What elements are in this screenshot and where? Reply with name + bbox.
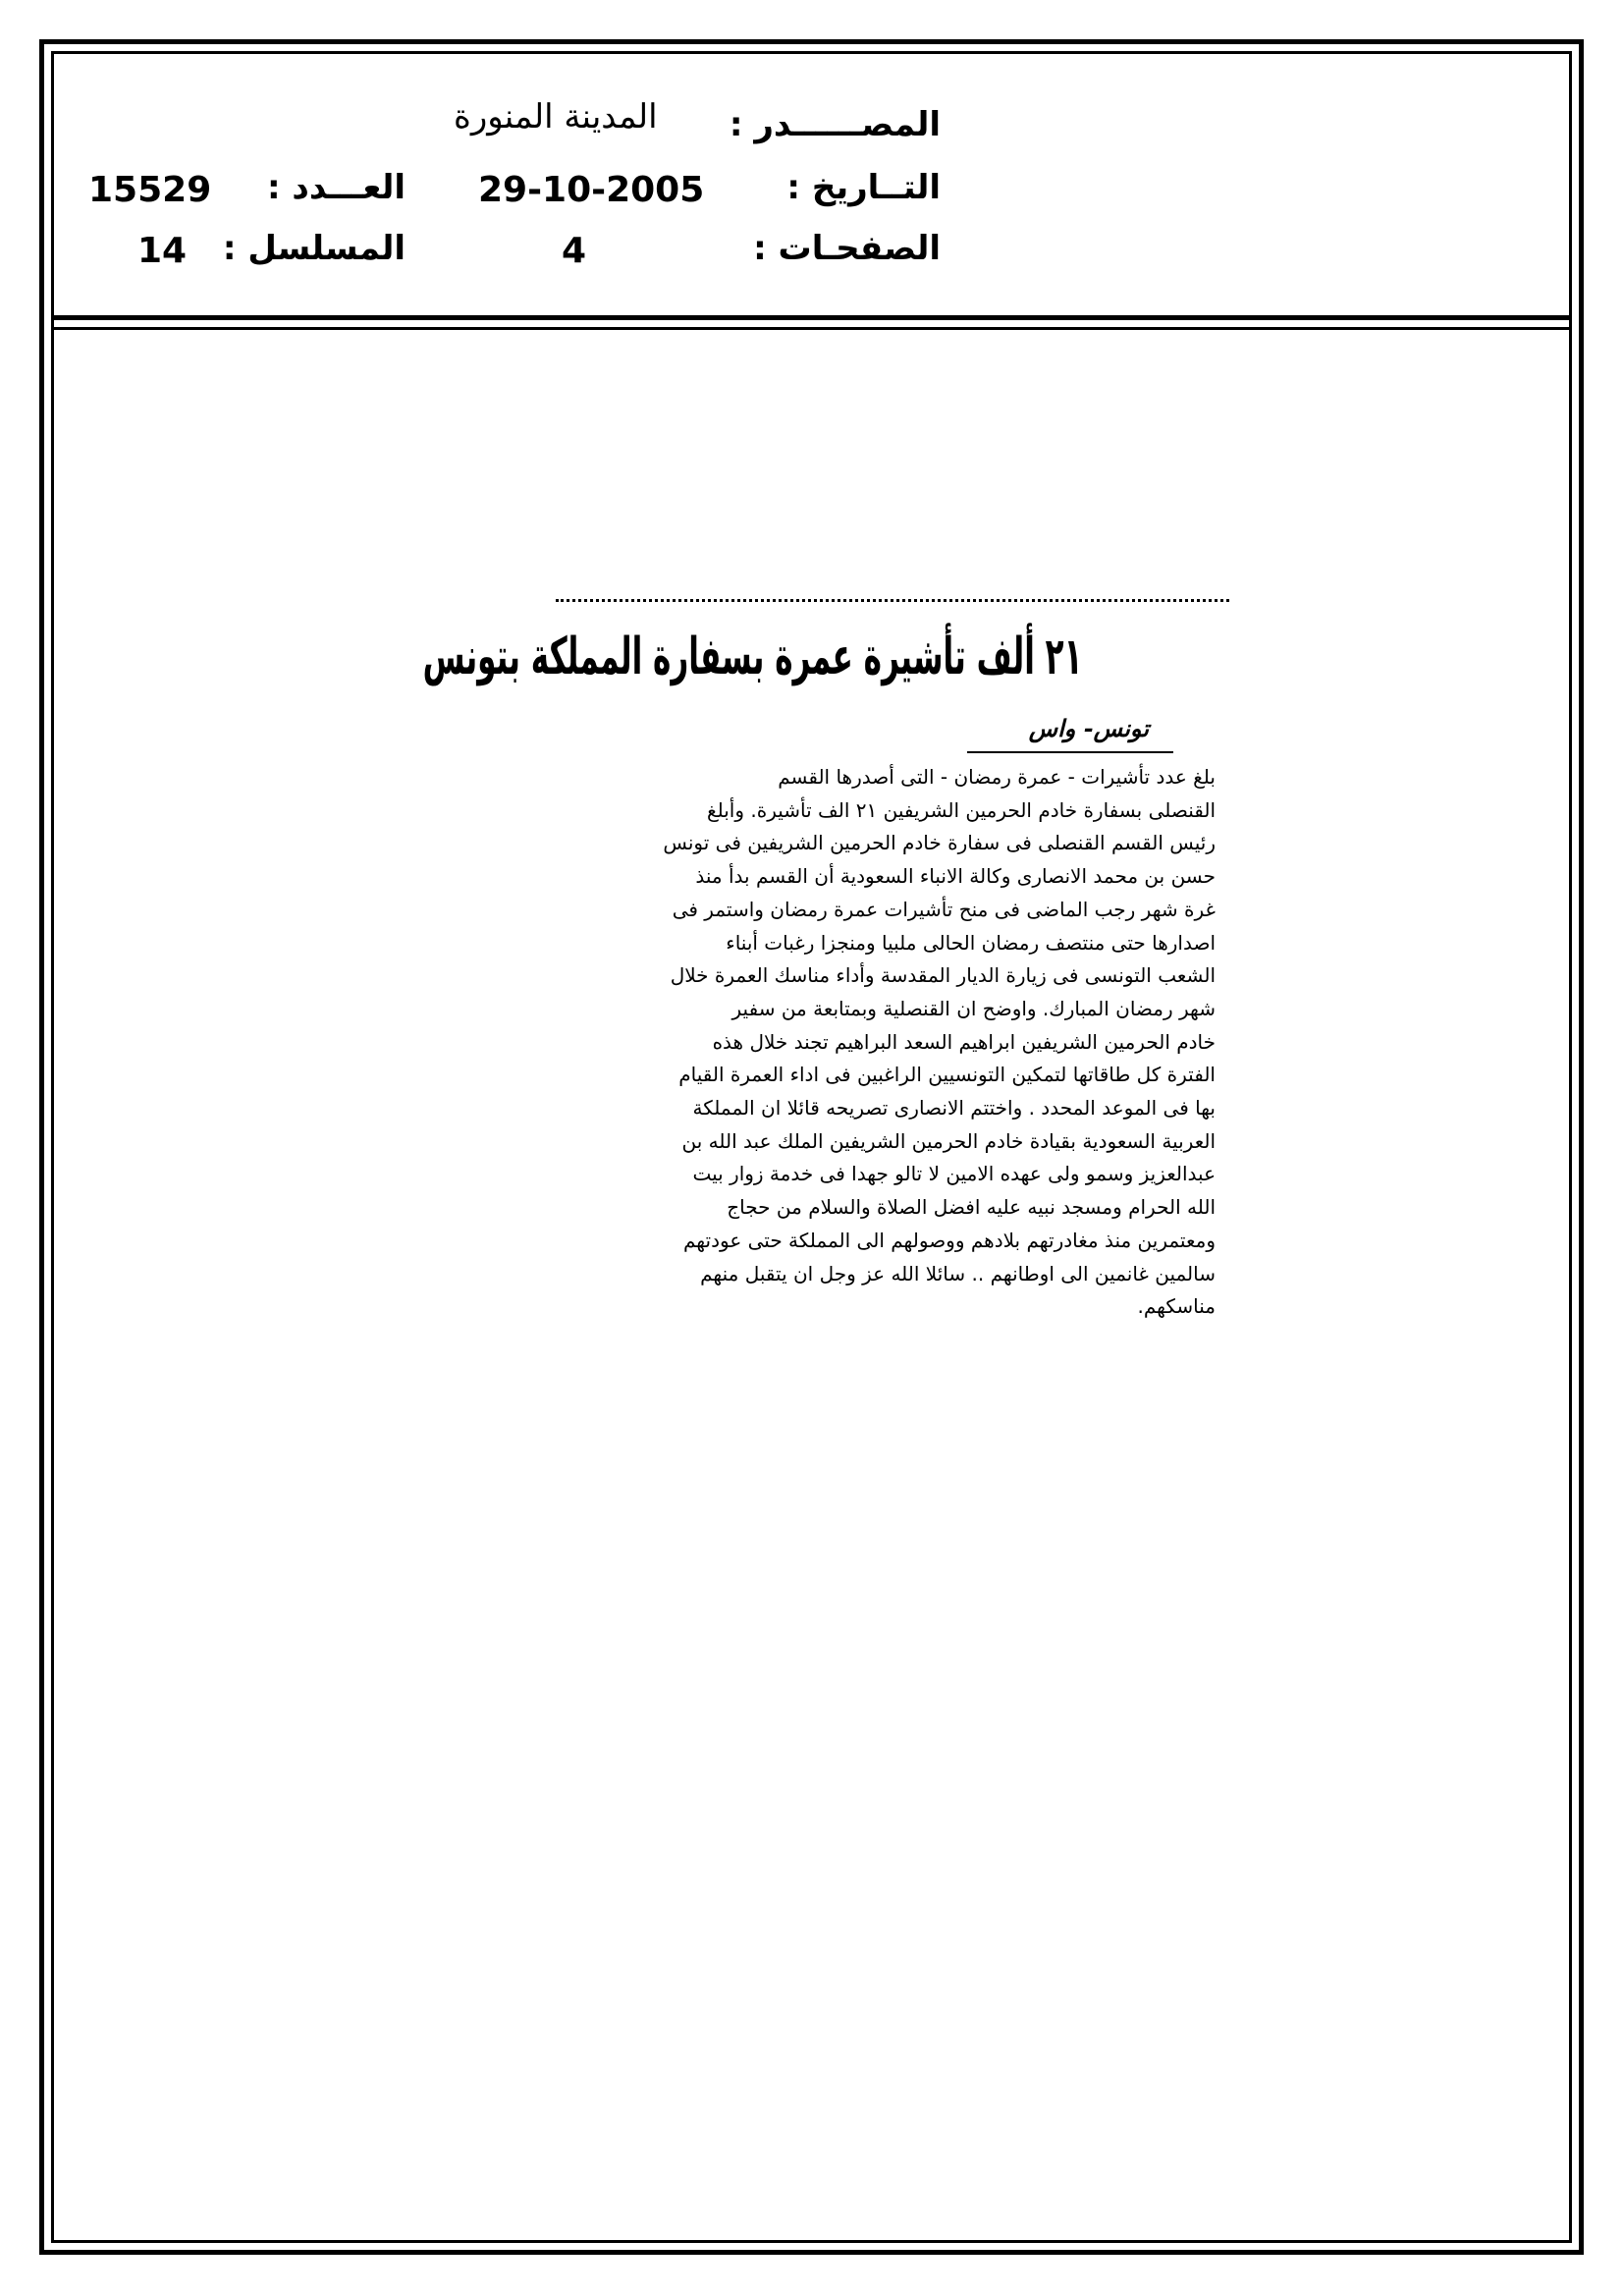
pages-label: الصفحـات : bbox=[753, 229, 941, 268]
byline-underline bbox=[967, 751, 1173, 753]
serial-value: 14 bbox=[137, 231, 188, 271]
article-body-line: بلغ عدد تأشيرات - عمرة رمضان - التى أصدرها القسم bbox=[778, 765, 1216, 789]
article-body-line: مناسكهم. bbox=[1137, 1294, 1216, 1319]
issue-value: 15529 bbox=[88, 170, 212, 210]
article-body-line: اصدارها حتى منتصف رمضان الحالى ملبيا ومنجزا رغبات أبناء bbox=[726, 930, 1216, 955]
article-body-line: بها فى الموعد المحدد . واختتم الانصارى تصريحه قائلا ان المملكة bbox=[692, 1096, 1216, 1121]
source-value: المدينة المنورة bbox=[454, 97, 658, 137]
header-divider-thin bbox=[51, 327, 1572, 330]
article-body-line: الشعب التونسى فى زيارة الديار المقدسة وأداء مناسك العمرة خلال bbox=[670, 963, 1216, 988]
article-byline: تونس- واس bbox=[1028, 714, 1149, 742]
article-top-rule bbox=[556, 599, 1229, 602]
article-body-line: رئيس القسم القنصلى فى سفارة خادم الحرمين الشريفين فى تونس bbox=[663, 831, 1216, 855]
article-body-line: سالمين غانمين الى اوطانهم .. سائلا الله عز وجل ان يتقبل منهم bbox=[700, 1261, 1216, 1285]
article-body-line: خادم الحرمين الشريفين ابراهيم السعد البراهيم تجند خلال هذه bbox=[712, 1029, 1216, 1054]
date-label: التــاريخ : bbox=[786, 168, 941, 207]
article-headline: ٢١ ألف تأشيرة عمرة بسفارة المملكة بتونس bbox=[422, 628, 1083, 686]
issue-label: العـــدد : bbox=[267, 168, 406, 207]
header-divider-thick bbox=[51, 315, 1572, 320]
article-body-line: حسن بن محمد الانصارى وكالة الانباء السعودية أن القسم بدأ منذ bbox=[695, 864, 1216, 889]
pages-value: 4 bbox=[562, 231, 587, 271]
article-body-line: الفترة كل طاقاتها لتمكين التونسيين الراغبين فى اداء العمرة القيام bbox=[678, 1063, 1216, 1087]
article-body-line: ومعتمرين منذ مغادرتهم بلادهم ووصولهم الى المملكة حتى عودتهم bbox=[682, 1228, 1216, 1252]
article-body-line: غرة شهر رجب الماضى فى منح تأشيرات عمرة رمضان واستمر فى bbox=[672, 897, 1216, 921]
article-body bbox=[556, 761, 1216, 1324]
source-label: المصــــــدر : bbox=[729, 105, 941, 144]
article-body-line: عبدالعزيز وسمو ولى عهده الامين لا تالو جهدا فى خدمة زوار بيت bbox=[692, 1162, 1216, 1186]
article-body-line: الله الحرام ومسجد نبيه عليه افضل الصلاة والسلام من حجاج bbox=[727, 1195, 1216, 1220]
article-body-line: العربية السعودية بقيادة خادم الحرمين الشريفين الملك عبد الله بن bbox=[681, 1128, 1216, 1153]
article-body-line: شهر رمضان المبارك. واوضح ان القنصلية وبمتابعة من سفير bbox=[731, 996, 1216, 1020]
serial-label: المسلسل : bbox=[222, 229, 406, 268]
article-body-line: القنصلى بسفارة خادم الحرمين الشريفين ٢١ الف تأشيرة. وأبلغ bbox=[706, 797, 1216, 822]
date-value: 29-10-2005 bbox=[478, 170, 705, 210]
